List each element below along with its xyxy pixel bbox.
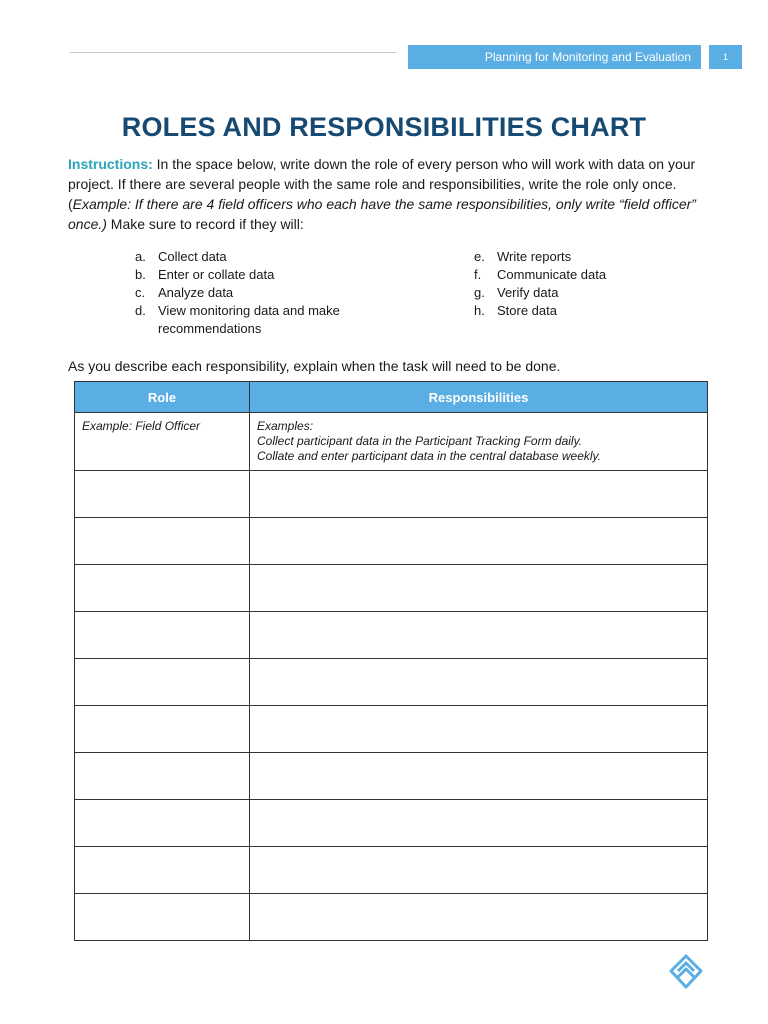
role-column-header: Role bbox=[75, 382, 250, 413]
list-item bbox=[135, 302, 395, 338]
instructions-text-end: Make sure to record if they will: bbox=[106, 216, 304, 232]
role-cell[interactable] bbox=[75, 518, 250, 565]
list-marker: a. bbox=[135, 249, 146, 264]
header-rule bbox=[70, 52, 396, 53]
table-row bbox=[75, 518, 708, 565]
responsibilities-cell[interactable] bbox=[250, 894, 708, 941]
example-line: Collect participant data in the Participant Tracking Form daily. bbox=[257, 434, 583, 448]
responsibilities-cell[interactable] bbox=[250, 800, 708, 847]
role-cell[interactable] bbox=[75, 753, 250, 800]
example-role-cell: Example: Field Officer bbox=[75, 413, 250, 471]
list-marker: f. bbox=[474, 267, 482, 282]
role-cell[interactable] bbox=[75, 706, 250, 753]
responsibilities-cell[interactable] bbox=[250, 471, 708, 518]
table-row bbox=[75, 706, 708, 753]
list-item bbox=[474, 266, 704, 284]
role-cell[interactable] bbox=[75, 565, 250, 612]
list-item bbox=[135, 266, 395, 284]
list-text: Enter or collate data bbox=[158, 267, 275, 282]
list-item bbox=[135, 284, 395, 302]
role-cell[interactable] bbox=[75, 894, 250, 941]
responsibilities-cell[interactable] bbox=[250, 847, 708, 894]
list-marker: d. bbox=[135, 303, 146, 318]
list-marker: h. bbox=[474, 303, 485, 318]
instructions-paragraph bbox=[68, 154, 708, 234]
table-row bbox=[75, 471, 708, 518]
list-item bbox=[474, 284, 704, 302]
roles-table bbox=[74, 381, 708, 941]
example-row bbox=[75, 413, 708, 471]
table-row bbox=[75, 565, 708, 612]
table-row bbox=[75, 753, 708, 800]
table-row bbox=[75, 612, 708, 659]
list-marker: b. bbox=[135, 267, 146, 282]
task-list-left bbox=[135, 248, 395, 338]
list-text: Analyze data bbox=[158, 285, 234, 300]
instructions-example: Example: If there are 4 field officers who each have the same responsibilities, only write “field officer” once.) bbox=[68, 196, 696, 232]
page-number: 1 bbox=[709, 45, 742, 69]
instructions-text: In the space below, write down the role of every person who will work with data on your project. If there are several people with the same role and responsibilities, write the role only once. ( bbox=[68, 156, 696, 212]
responsibilities-cell[interactable] bbox=[250, 565, 708, 612]
table-row bbox=[75, 659, 708, 706]
table-header-row bbox=[75, 382, 708, 413]
header-section-title: Planning for Monitoring and Evaluation bbox=[408, 45, 701, 69]
list-text: Store data bbox=[497, 303, 557, 318]
example-responsibilities-cell bbox=[250, 413, 708, 471]
list-item bbox=[135, 248, 395, 266]
list-text: Verify data bbox=[497, 285, 559, 300]
list-text: View monitoring data and make recommendations bbox=[158, 303, 340, 336]
instructions-label: Instructions: bbox=[68, 156, 153, 172]
page-title: ROLES AND RESPONSIBILITIES CHART bbox=[121, 112, 647, 142]
responsibilities-cell[interactable] bbox=[250, 612, 708, 659]
task-list-right bbox=[474, 248, 704, 320]
list-marker: e. bbox=[474, 249, 485, 264]
example-line: Examples: bbox=[257, 419, 314, 433]
responsibilities-cell[interactable] bbox=[250, 659, 708, 706]
list-text: Write reports bbox=[497, 249, 572, 264]
role-cell[interactable] bbox=[75, 612, 250, 659]
responsibilities-cell[interactable] bbox=[250, 753, 708, 800]
description-text: As you describe each responsibility, explain when the task will need to be done. bbox=[68, 358, 561, 374]
role-cell[interactable] bbox=[75, 800, 250, 847]
list-text: Collect data bbox=[158, 249, 227, 264]
responsibilities-cell[interactable] bbox=[250, 706, 708, 753]
list-item bbox=[474, 248, 704, 266]
list-text: Communicate data bbox=[497, 267, 607, 282]
brand-logo-icon bbox=[667, 953, 705, 991]
responsibilities-cell[interactable] bbox=[250, 518, 708, 565]
table-row bbox=[75, 847, 708, 894]
list-marker: c. bbox=[135, 285, 146, 300]
role-cell[interactable] bbox=[75, 659, 250, 706]
role-cell[interactable] bbox=[75, 471, 250, 518]
table-row bbox=[75, 894, 708, 941]
table-row bbox=[75, 800, 708, 847]
list-marker: g. bbox=[474, 285, 485, 300]
list-item bbox=[474, 302, 704, 320]
role-cell[interactable] bbox=[75, 847, 250, 894]
example-line: Collate and enter participant data in the central database weekly. bbox=[257, 449, 601, 463]
responsibilities-column-header: Responsibilities bbox=[250, 382, 708, 413]
